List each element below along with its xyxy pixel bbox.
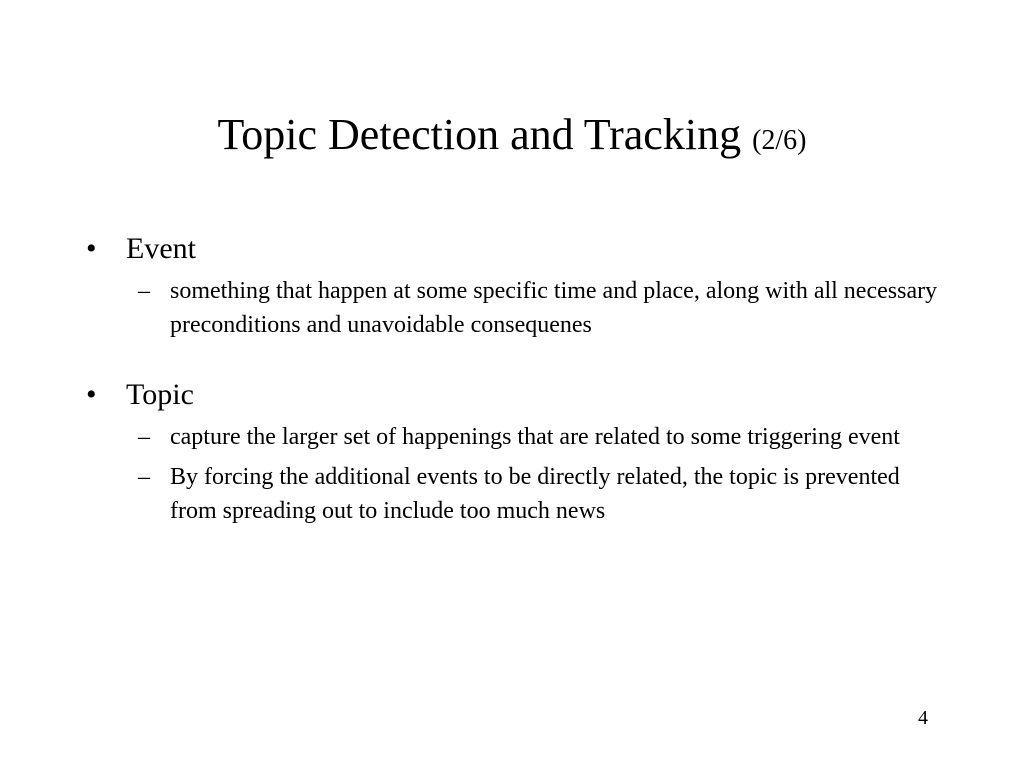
page-number: 4 (918, 707, 928, 729)
sub-list-event (126, 274, 946, 342)
sub-item-event-definition (126, 274, 946, 342)
bullet-icon: • (86, 232, 97, 265)
bullet-label-topic: Topic (126, 378, 194, 411)
slide-title-suffix: (2/6) (752, 125, 807, 156)
slide-body (86, 228, 946, 534)
dash-icon: – (138, 464, 150, 490)
sub-item-text: something that happen at some specific time and place, along with all necessary preconditions and unavoidable consequenes (170, 278, 938, 338)
spacer (86, 348, 946, 374)
bullet-event (86, 228, 946, 342)
bullet-topic (86, 374, 946, 528)
sub-item-text: By forcing the additional events to be directly related, the topic is prevented from spreading out to include too much news (170, 464, 900, 524)
slide-title-main: Topic Detection and Tracking (217, 110, 742, 159)
slide-title (0, 108, 1024, 168)
sub-item-topic-constraint (126, 460, 946, 528)
dash-icon: – (138, 424, 150, 450)
dash-icon: – (138, 278, 150, 304)
sub-item-topic-definition (126, 420, 946, 454)
bullet-icon: • (86, 378, 97, 411)
sub-item-text: capture the larger set of happenings that are related to some triggering event (170, 424, 900, 450)
bullet-label-event: Event (126, 232, 196, 265)
sub-list-topic (126, 420, 946, 528)
